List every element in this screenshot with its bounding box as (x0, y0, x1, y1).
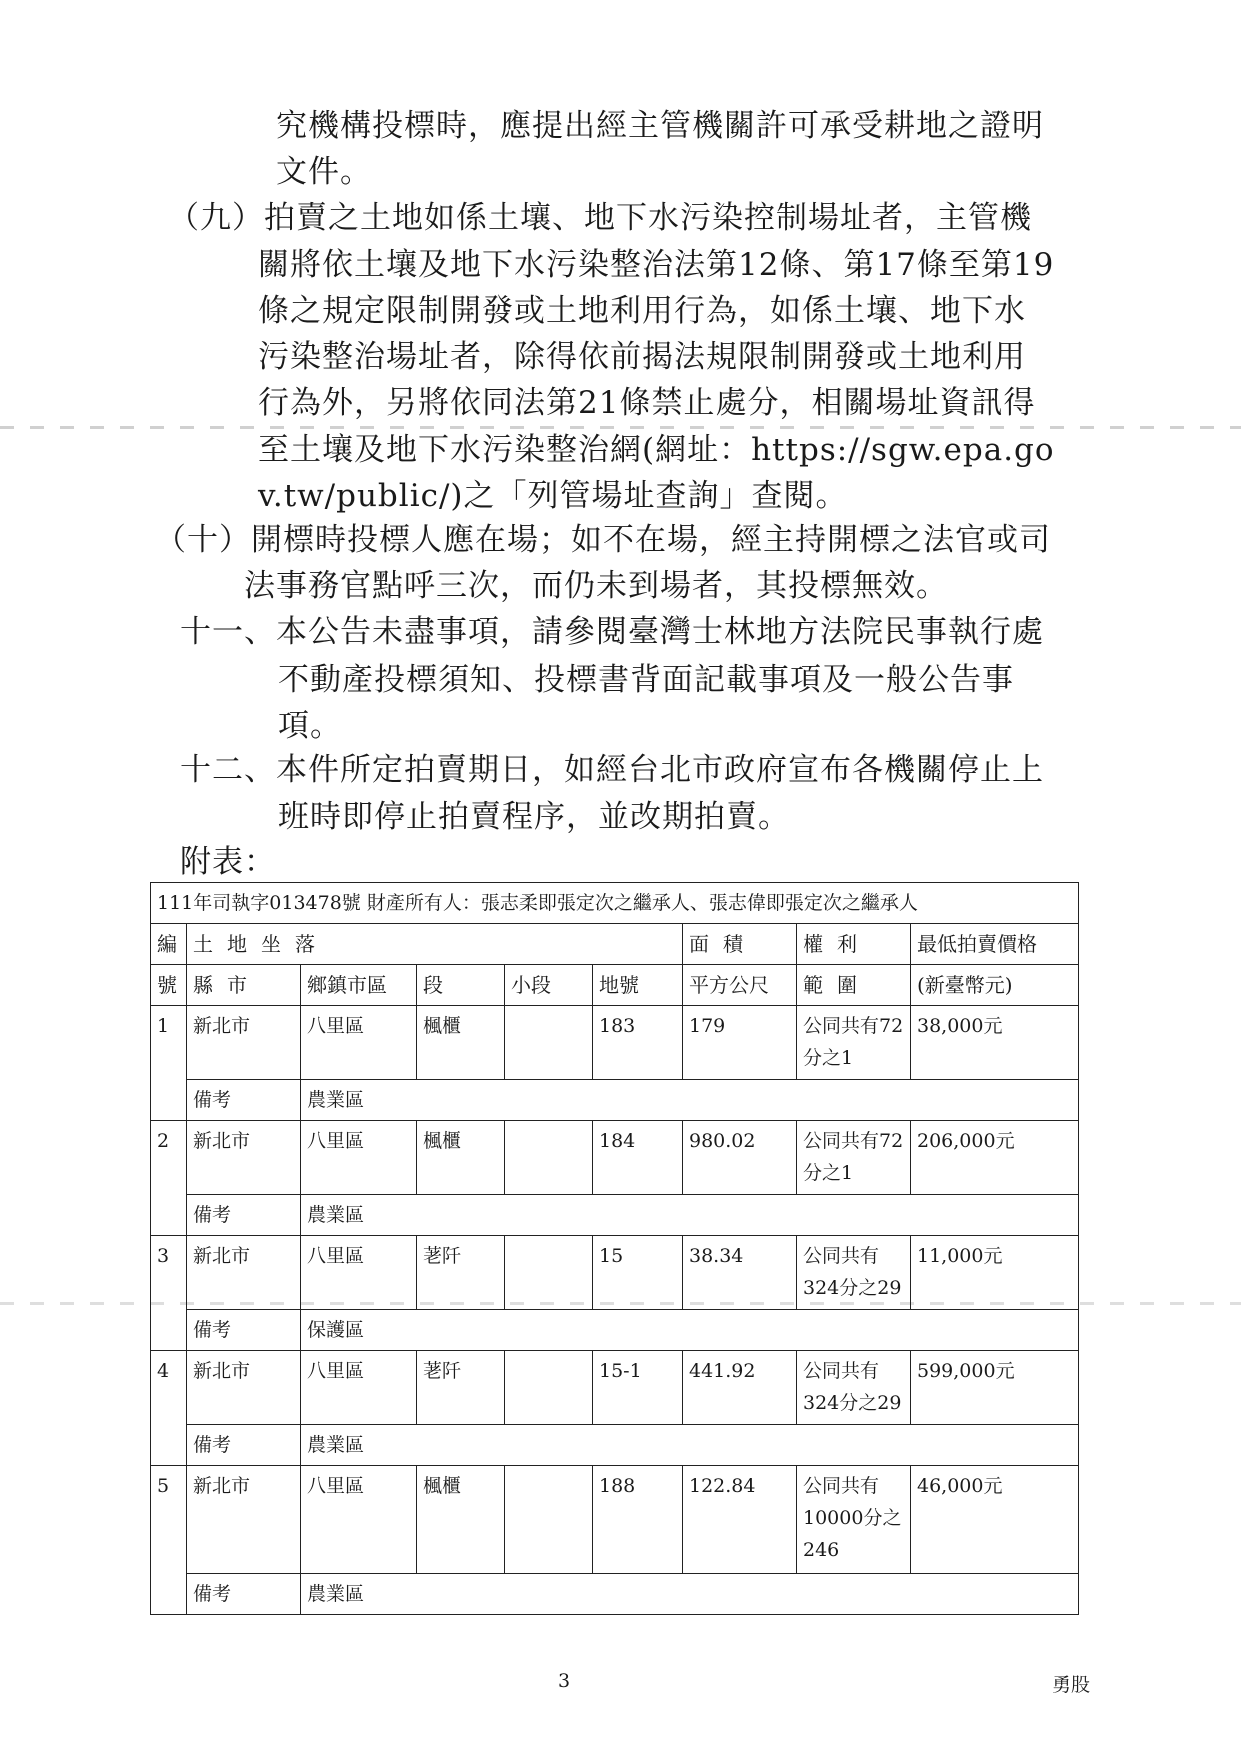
row-section: 楓櫃 (417, 1466, 505, 1574)
table-row (151, 1466, 1079, 1574)
header-rights: 權利 (797, 924, 911, 965)
row-rights: 公同共有72分之1 (797, 1121, 911, 1195)
table-row-remark (151, 1080, 1079, 1121)
header-no: 號 (151, 965, 187, 1006)
row-city: 新北市 (187, 1466, 301, 1574)
row-subsection (505, 1351, 593, 1425)
header-no: 編 (151, 924, 187, 965)
header-subsection: 小段 (505, 965, 593, 1006)
header-city: 縣市 (187, 965, 301, 1006)
paragraph-line: 關將依土壤及地下水污染整治法第12條、第17條至第19 (258, 247, 1055, 283)
table-row-remark (151, 1574, 1079, 1615)
row-subsection (505, 1121, 593, 1195)
row-remark: 農業區 (301, 1080, 1079, 1121)
paragraph-line: 文件。 (276, 154, 372, 190)
row-area: 980.02 (683, 1121, 797, 1195)
header-price: 最低拍賣價格 (911, 924, 1079, 965)
header-location: 土地坐落 (187, 924, 683, 965)
paragraph-line: 不動產投標須知、投標書背面記載事項及一般公告事 (278, 662, 1014, 698)
paragraph-line: 至土壤及地下水污染整治網(網址：https://sgw.epa.go (258, 432, 1055, 468)
paragraph-line: 行為外，另將依同法第21條禁止處分，相關場址資訊得 (258, 385, 1036, 421)
row-subsection (505, 1006, 593, 1080)
paragraph-line: 班時即停止拍賣程序，並改期拍賣。 (278, 799, 790, 835)
scan-streak (0, 426, 1241, 429)
table-row-remark (151, 1195, 1079, 1236)
row-price: 599,000元 (911, 1351, 1079, 1425)
row-remark: 保護區 (301, 1310, 1079, 1351)
row-city: 新北市 (187, 1121, 301, 1195)
table-row (151, 1351, 1079, 1425)
row-district: 八里區 (301, 1236, 417, 1310)
row-no: 2 (151, 1121, 187, 1236)
paragraph-line: 項。 (278, 708, 342, 744)
row-subsection (505, 1236, 593, 1310)
paragraph-line: （九）拍賣之土地如係土壤、地下水污染控制場址者，主管機 (168, 200, 1032, 236)
paragraph-line: 污染整治場址者，除得依前揭法規限制開發或土地利用 (258, 339, 1026, 375)
row-area: 179 (683, 1006, 797, 1080)
paragraph-line: （十）開標時投標人應在場；如不在場，經主持開標之法官或司 (155, 522, 1051, 558)
auction-table (150, 882, 1079, 1615)
row-rights: 公同共有72分之1 (797, 1006, 911, 1080)
paragraph-line: 條之規定限制開發或土地利用行為，如係土壤、地下水 (258, 293, 1026, 329)
remark-label: 備考 (187, 1195, 301, 1236)
row-price: 206,000元 (911, 1121, 1079, 1195)
row-rights: 公同共有10000分之246 (797, 1466, 911, 1574)
row-lot: 15 (593, 1236, 683, 1310)
row-subsection (505, 1466, 593, 1574)
row-price: 46,000元 (911, 1466, 1079, 1574)
row-area: 38.34 (683, 1236, 797, 1310)
row-district: 八里區 (301, 1351, 417, 1425)
row-rights: 公同共有324分之29 (797, 1236, 911, 1310)
table-row (151, 1006, 1079, 1080)
row-area: 441.92 (683, 1351, 797, 1425)
row-district: 八里區 (301, 1466, 417, 1574)
header-price-unit: (新臺幣元) (911, 965, 1079, 1006)
row-section: 楓櫃 (417, 1006, 505, 1080)
header-section: 段 (417, 965, 505, 1006)
page-number: 3 (558, 1670, 571, 1692)
row-no: 4 (151, 1351, 187, 1466)
row-lot: 184 (593, 1121, 683, 1195)
clerk-label: 勇股 (1052, 1674, 1091, 1696)
paragraph-line: v.tw/public/)之「列管場址查詢」查閱。 (258, 478, 848, 514)
header-area-unit: 平方公尺 (683, 965, 797, 1006)
row-district: 八里區 (301, 1121, 417, 1195)
remark-label: 備考 (187, 1310, 301, 1351)
row-section: 荖阡 (417, 1236, 505, 1310)
row-district: 八里區 (301, 1006, 417, 1080)
paragraph-line: 法事務官點呼三次，而仍未到場者，其投標無效。 (244, 568, 948, 604)
row-lot: 15-1 (593, 1351, 683, 1425)
row-section: 荖阡 (417, 1351, 505, 1425)
row-lot: 183 (593, 1006, 683, 1080)
row-remark: 農業區 (301, 1574, 1079, 1615)
remark-label: 備考 (187, 1080, 301, 1121)
table-row (151, 1121, 1079, 1195)
remark-label: 備考 (187, 1425, 301, 1466)
row-city: 新北市 (187, 1236, 301, 1310)
header-lot: 地號 (593, 965, 683, 1006)
header-area: 面積 (683, 924, 797, 965)
paragraph-line: 十一、本公告未盡事項，請參閱臺灣士林地方法院民事執行處 (180, 614, 1044, 650)
row-price: 38,000元 (911, 1006, 1079, 1080)
row-city: 新北市 (187, 1351, 301, 1425)
header-district: 鄉鎮市區 (301, 965, 417, 1006)
paragraph-line: 十二、本件所定拍賣期日，如經台北市政府宣布各機關停止上 (180, 752, 1044, 788)
row-remark: 農業區 (301, 1425, 1079, 1466)
table-row-remark (151, 1425, 1079, 1466)
header-rights: 範圍 (797, 965, 911, 1006)
appendix-label: 附表： (180, 844, 276, 880)
row-price: 11,000元 (911, 1236, 1079, 1310)
row-rights: 公同共有324分之29 (797, 1351, 911, 1425)
table-row (151, 1236, 1079, 1310)
paragraph-line: 究機構投標時，應提出經主管機關許可承受耕地之證明 (276, 108, 1044, 144)
table-row-remark (151, 1310, 1079, 1351)
row-no: 1 (151, 1006, 187, 1121)
remark-label: 備考 (187, 1574, 301, 1615)
table-caption: 111年司執字013478號 財產所有人：張志柔即張定次之繼承人、張志偉即張定次之繼承人 (151, 883, 1079, 924)
row-city: 新北市 (187, 1006, 301, 1080)
row-area: 122.84 (683, 1466, 797, 1574)
row-no: 5 (151, 1466, 187, 1615)
row-remark: 農業區 (301, 1195, 1079, 1236)
row-section: 楓櫃 (417, 1121, 505, 1195)
row-no: 3 (151, 1236, 187, 1351)
row-lot: 188 (593, 1466, 683, 1574)
